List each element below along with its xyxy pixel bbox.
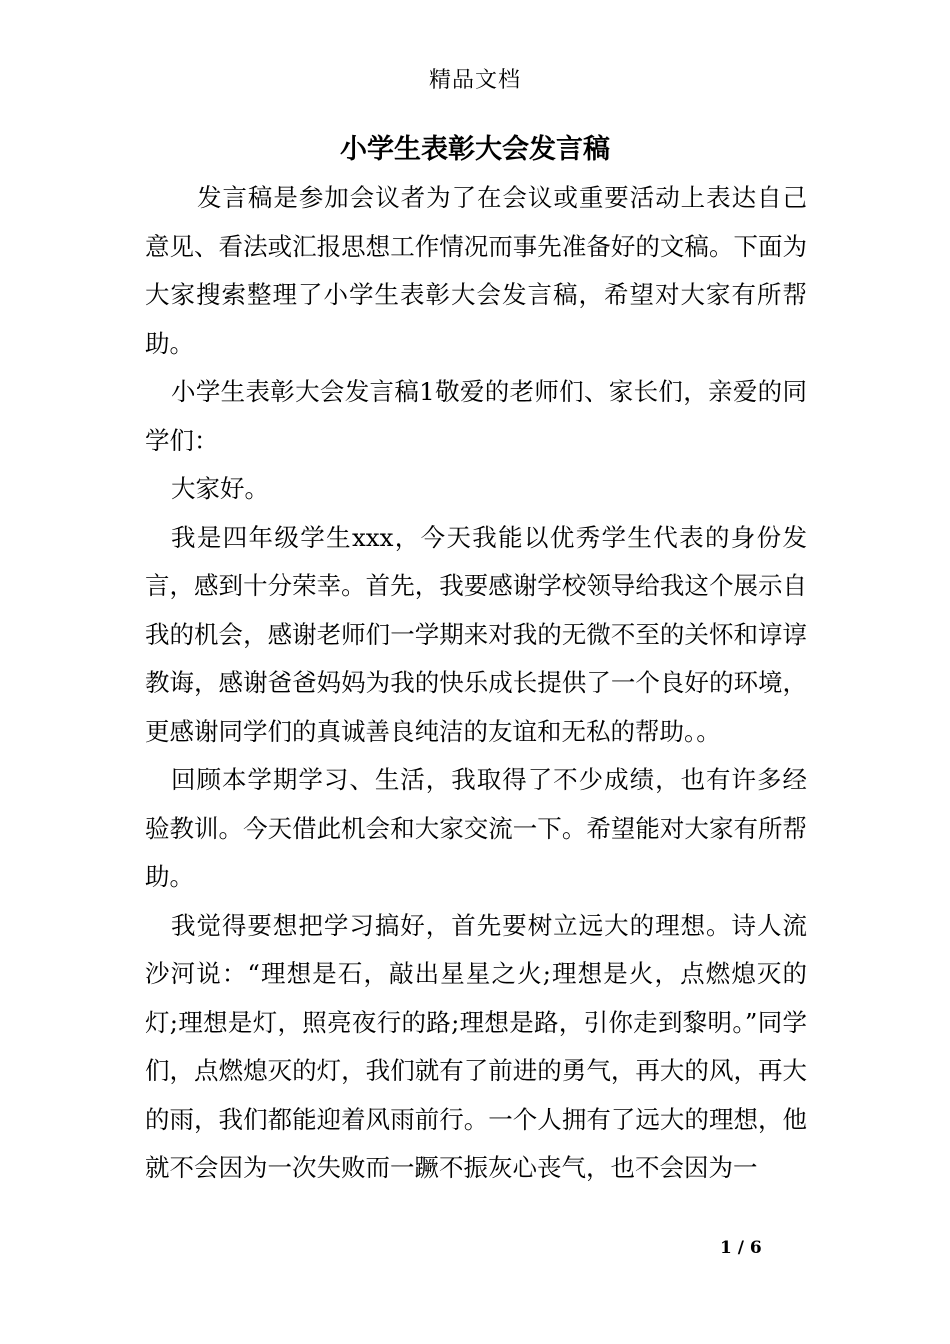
document-body	[145, 174, 807, 1193]
paragraph-intro: 发言稿是参加会议者为了在会议或重要活动上表达自己意见、看法或汇报思想工作情况而事先准备好的文稿。下面为大家搜索整理了小学生表彰大会发言稿，希望对大家有所帮助。	[145, 183, 807, 358]
paragraph-review: 回顾本学期学习、生活，我取得了不少成绩，也有许多经验教训。今天借此机会和大家交流一下。希望能对大家有所帮助。	[145, 765, 807, 891]
paragraph-hello: 大家好。	[171, 474, 269, 503]
document-title: 小学生表彰大会发言稿	[340, 134, 610, 165]
page-header: 精品文档	[428, 68, 521, 93]
page-number: 1 / 6	[720, 1238, 762, 1258]
paragraph-self-intro: 我是四年级学生xxx，今天我能以优秀学生代表的身份发言，感到十分荣幸。首先，我要感谢学校领导给我这个展示自我的机会，感谢老师们一学期来对我的无微不至的关怀和谆谆教诲，感谢爸爸妈妈为我的快乐成长提供了一个良好的环境，更感谢同学们的真诚善良纯洁的友谊和无私的帮助。。	[145, 522, 807, 746]
paragraph-greeting-heading: 小学生表彰大会发言稿1敬爱的老师们、家长们，亲爱的同学们：	[145, 377, 807, 455]
paragraph-ideals: 我觉得要想把学习搞好，首先要树立远大的理想。诗人流沙河说：“理想是石，敲出星星之火;理想是火，点燃熄灭的灯;理想是灯，照亮夜行的路;理想是路，引你走到黎明。”同学们，点燃熄灭的灯，我们就有了前进的勇气，再大的风，再大的雨，我们都能迎着风雨前行。一个人拥有了远大的理想，他就不会因为一次失败而一蹶不振灰心丧气，也不会因为一	[145, 910, 807, 1182]
